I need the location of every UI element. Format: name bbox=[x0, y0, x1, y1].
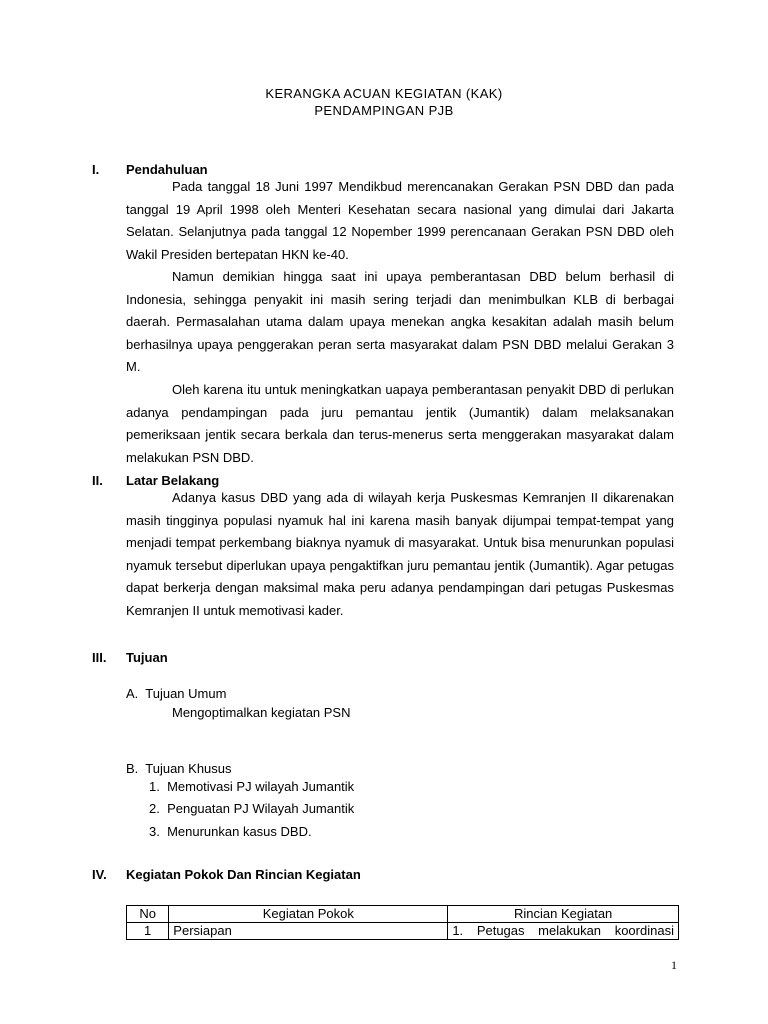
section-heading: Kegiatan Pokok Dan Rincian Kegiatan bbox=[126, 867, 361, 882]
table-cell-rincian bbox=[448, 923, 679, 940]
rincian-number: 1. bbox=[452, 923, 464, 938]
page-number: 1 bbox=[671, 958, 677, 972]
list-item: 2. Penguatan PJ Wilayah Jumantik bbox=[149, 801, 355, 816]
section-number: III. bbox=[92, 650, 107, 665]
table-header-cell: Rincian Kegiatan bbox=[448, 906, 679, 923]
section-heading: Latar Belakang bbox=[126, 473, 220, 488]
table-row bbox=[127, 923, 679, 940]
paragraph: Pada tanggal 18 Juni 1997 Mendikbud merencanakan Gerakan PSN DBD dan pada tanggal 19 April 1998 oleh Menteri Kesehatan secara nasional yang dimulai dari Jakarta Selatan. Selanjutnya pada tanggal 12 Nopember 1999 perencanaan Gerakan PSN DBD oleh Wakil Presiden bertepatan HKN ke-40. bbox=[126, 179, 674, 262]
paragraph: Oleh karena itu untuk meningkatkan uapaya pemberantasan penyakit DBD di perlukan adanya pendampingan pada juru pemantau jentik (Jumantik) dalam melaksanakan pemeriksaan jentik secara berkala dan terus-menerus serta menggerakan masyarakat dalam melakukan PSN DBD. bbox=[126, 382, 674, 465]
paragraph: Namun demikian hingga saat ini upaya pemberantasan DBD belum berhasil di Indonesia, sehingga penyakit ini masih sering terjadi dan menimbulkan KLB di berbagai daerah. Permasalahan utama dalam upaya menekan angka kesakitan adalah masih belum berhasilnya upaya penggerakan peran serta masyarakat dalam PSN DBD melalui Gerakan 3 M. bbox=[126, 269, 674, 375]
table-header-cell: No bbox=[127, 906, 169, 923]
rincian-word: Petugas bbox=[476, 923, 525, 938]
document-subtitle: PENDAMPINGAN PJB bbox=[314, 103, 454, 118]
section-number: IV. bbox=[92, 867, 107, 882]
rincian-word: melakukan bbox=[538, 923, 602, 938]
section-number: II. bbox=[92, 473, 103, 488]
section-heading: Pendahuluan bbox=[126, 162, 208, 177]
paragraph: Adanya kasus DBD yang ada di wilayah kerja Puskesmas Kemranjen II dikarenakan masih tingginya populasi nyamuk hal ini karena masih banyak dijumpai tempat-tempat yang menjadi tempat perkembang biaknya nyamuk di masyarakat. Untuk bisa menurunkan populasi nyamuk tersebut diperlukan upaya pengaktifkan juru pemantau jentik (Jumantik). Agar petugas dapat berkerja dengan maksimal maka peru adanya pendampingan dari petugas Puskesmas Kemranjen II untuk memotivasi kader. bbox=[126, 490, 674, 618]
rincian-word: koordinasi bbox=[614, 923, 674, 938]
table-cell-pokok: Persiapan bbox=[169, 923, 448, 940]
section-heading: Tujuan bbox=[126, 650, 168, 665]
table-cell-no: 1 bbox=[127, 923, 169, 940]
subsection-label: A. Tujuan Umum bbox=[126, 686, 227, 701]
subsection-label: B. Tujuan Khusus bbox=[126, 761, 232, 776]
table-header-row bbox=[127, 906, 679, 923]
subsection-text: Mengoptimalkan kegiatan PSN bbox=[172, 705, 351, 720]
list-item: 1. Memotivasi PJ wilayah Jumantik bbox=[149, 779, 355, 794]
document-title: KERANGKA ACUAN KEGIATAN (KAK) bbox=[265, 86, 503, 101]
table-header-cell: Kegiatan Pokok bbox=[169, 906, 448, 923]
section-number: I. bbox=[92, 162, 100, 177]
kegiatan-table bbox=[126, 905, 679, 940]
list-item: 3. Menurunkan kasus DBD. bbox=[149, 824, 312, 839]
